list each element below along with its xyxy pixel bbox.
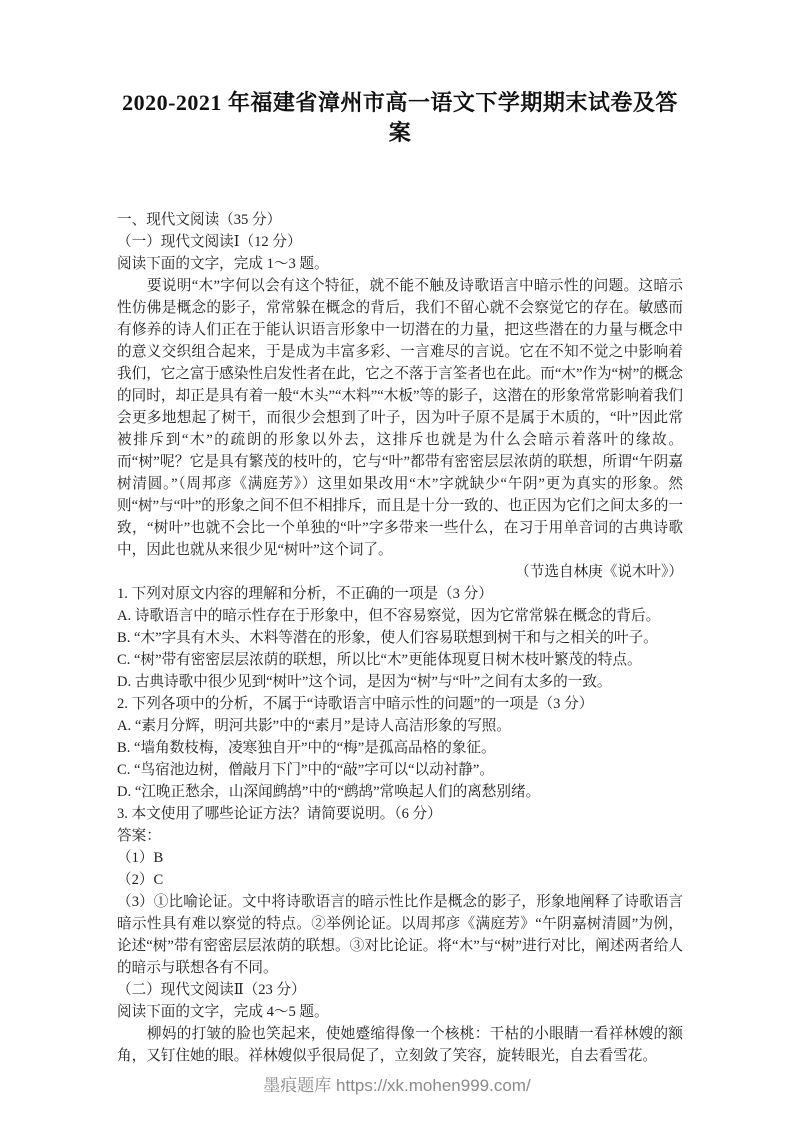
section-heading: 一、现代文阅读（35 分） [117, 212, 282, 228]
footer-watermark: 墨痕题库 https://xk.mohen999.com/ [263, 1076, 531, 1095]
subsection2-heading: （二）现代文阅读Ⅱ（23 分） [117, 982, 306, 998]
page-title: 2020-2021 年福建省漳州市高一语文下学期期末试卷及答案 [122, 90, 678, 145]
question2-option-d: D. “江晚正愁余，山深闻鹧鸪”中的“鹧鸪”常唤起人们的离愁别绪。 [117, 784, 541, 800]
question2-option-b: B. “墙角数枝梅，凌寒独自开”中的“梅”是孤高品格的象征。 [117, 740, 496, 756]
document-body [117, 88, 683, 1067]
question1-option-b: B. “木”字具有木头、木料等潜在的形象，使人们容易联想到树干和与之相关的叶子。 [117, 630, 658, 646]
passage2-paragraph: 柳妈的打皱的脸也笑起来，使她蹙缩得像一个核桃：干枯的小眼睛一看祥林嫂的额角，又钉住她的眼。祥林嫂似乎很局促了，立刻敛了笑容，旋转眼光，自去看雪花。 [117, 1026, 683, 1064]
passage1-paragraph: 要说明“木”字何以会有这个特征，就不能不触及诗歌语言中暗示性的问题。这暗示性仿佛是概念的影子，常常躲在概念的背后，我们不留心就不会察觉它的存在。敏感而有修养的诗人们正在于能认识语言形象中一切潜在的力量，把这些潜在的力量与概念中的意义交织组合起来，于是成为丰富多彩、一言难尽的言说。它在不知不觉之中影响着我们，它之富于感染性启发性者在此，它之不落于言筌者也在此。而“木”作为“树”的概念的同时，却正是具有着一般“木头”“木料”“木板”等的影子，这潜在的形象常常影响着我们会更多地想起了树干，而很少会想到了叶子，因为叶子原不是属于木质的，“叶”因此常被排斥到“木”的疏朗的形象以外去，这排斥也就是为什么会暗示着落叶的缘故。而“树”呢？它是具有繁茂的枝叶的，它与“叶”都带有密密层层浓荫的联想，所谓“午阴嘉树清圆。”（周邦彦《满庭芳》）这里如果改用“木”字就缺少“午阴”更为真实的形象。然则“树”与“叶”的形象之间不但不相排斥，而且是十分一致的、也正因为它们之间太多的一致，“树叶”也就不会比一个单独的“叶”字多带来一些什么，在习于用单音词的古典诗歌中，因此也就从来很少见“树叶”这个词了。 [117, 278, 683, 558]
answer-item-1: （1）B [117, 850, 164, 866]
answer-item-3: （3）①比喻论证。文中将诗歌语言的暗示性比作是概念的影子，形象地阐释了诗歌语言暗示性具有难以察觉的特点。②举例论证。以周邦彦《满庭芳》“午阴嘉树清圆”为例，论述“树”带有密密层层浓荫的联想。③对比论证。将“木”与“树”进行对比，阐述两者给人的暗示与联想各有不同。 [117, 894, 683, 976]
reading2-prompt: 阅读下面的文字，完成 4～5 题。 [117, 1004, 329, 1020]
question2-stem: 2. 下列各项中的分析，不属于“诗歌语言中暗示性的问题”的一项是（3 分） [117, 696, 594, 712]
subsection1-heading: （一）现代文阅读Ⅰ（12 分） [117, 234, 302, 250]
question3-stem: 3. 本文使用了哪些论证方法？请简要说明。（6 分） [117, 806, 442, 822]
question1-option-c: C. “树”带有密密层层浓荫的联想，所以比“木”更能体现夏日树木枝叶繁茂的特点。 [117, 652, 642, 668]
question1-stem: 1. 下列对原文内容的理解和分析，不正确的一项是（3 分） [117, 586, 493, 602]
question1-option-a: A. 诗歌语言中的暗示性存在于形象中，但不容易察觉，因为它常常躲在概念的背后。 [117, 608, 661, 624]
answer-item-2: （2）C [117, 872, 164, 888]
question2-option-c: C. “鸟宿池边树，僧敲月下门”中的“敲”字可以“以动衬静”。 [117, 762, 494, 778]
question1-option-d: D. 古典诗歌中很少见到“树叶”这个词，是因为“树”与“叶”之间有太多的一致。 [117, 674, 612, 690]
reading1-prompt: 阅读下面的文字，完成 1～3 题。 [117, 256, 329, 272]
passage1-source: （节选自林庚《说木叶》） [515, 564, 683, 580]
answers-label: 答案： [117, 828, 161, 844]
question2-option-a: A. “素月分辉，明河共影”中的“素月”是诗人高洁形象的写照。 [117, 718, 511, 734]
